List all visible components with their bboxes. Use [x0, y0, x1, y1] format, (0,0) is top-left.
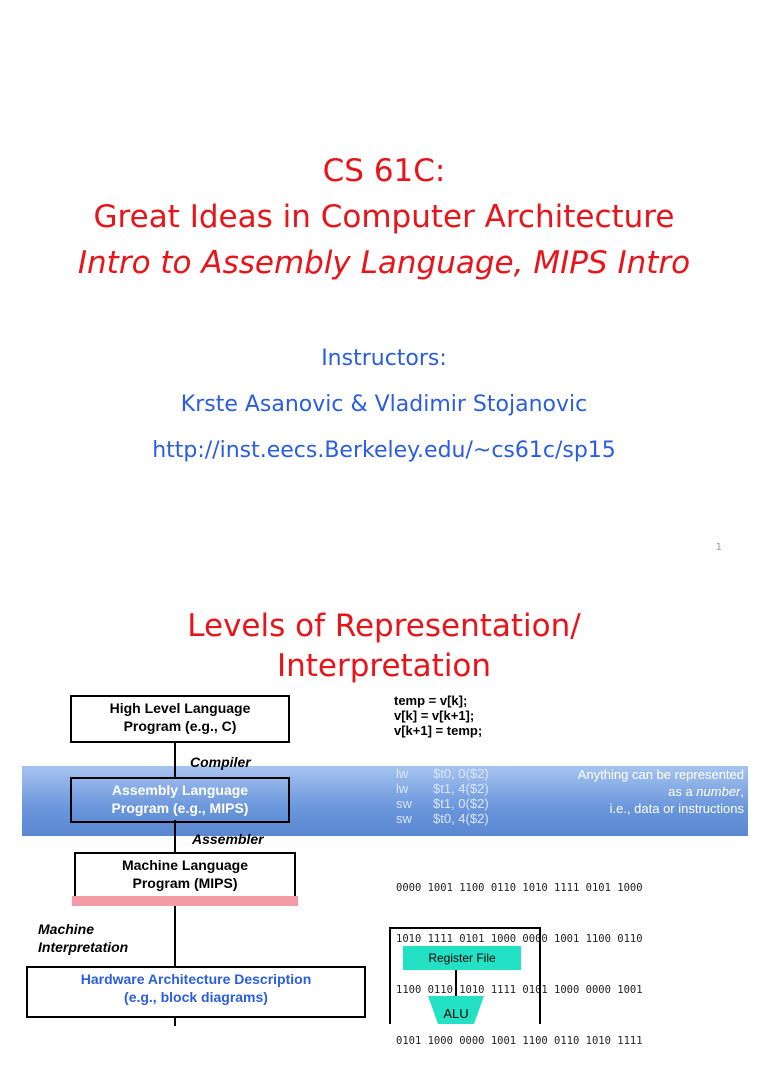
representation-note [578, 766, 744, 817]
course-url[interactable]: http://inst.eecs.Berkeley.edu/~cs61c/sp15 [152, 438, 616, 463]
mips-assembly-snippet [396, 766, 489, 826]
box-line: Program (e.g., C) [123, 718, 237, 734]
assembly-language-box [70, 777, 290, 823]
slide2-title-line2: Interpretation [276, 648, 492, 684]
machine-interpretation-label [38, 920, 128, 956]
asm-line [396, 781, 489, 796]
compiler-label: Compiler [190, 754, 251, 770]
c-code-snippet [394, 693, 482, 738]
code-line: temp = v[k]; [394, 693, 468, 708]
asm-args: $t0, 4($2) [433, 811, 489, 826]
slide1-title-block [0, 148, 768, 286]
asm-op: lw [396, 766, 409, 781]
asm-op: sw [396, 796, 412, 811]
box-line: (e.g., block diagrams) [124, 989, 268, 1005]
instructors-label: Instructors: [321, 346, 447, 371]
asm-op: sw [396, 811, 412, 826]
register-file-block: Register File [403, 946, 521, 970]
asm-args: $t1, 0($2) [433, 796, 489, 811]
label-line: Interpretation [38, 939, 129, 955]
course-code: CS 61C: [322, 153, 446, 189]
binary-line: 1100 0110 1010 1111 0101 1000 0000 1001 [396, 984, 643, 996]
binary-line: 0101 1000 0000 1001 1100 0110 1010 1111 [396, 1035, 643, 1047]
hardware-architecture-box [26, 966, 366, 1018]
asm-args: $t1, 4($2) [433, 781, 489, 796]
machine-language-box [74, 852, 296, 900]
note-line: Anything can be represented [577, 767, 744, 782]
binary-line: 0000 1001 1100 0110 1010 1111 0101 1000 [396, 882, 643, 894]
asm-line [396, 766, 489, 781]
alu-label: ALU [443, 1006, 469, 1021]
box-line: Program (MIPS) [132, 875, 238, 891]
page-number: 1 [715, 542, 722, 553]
high-level-language-box [70, 695, 290, 743]
box-line: High Level Language [109, 700, 251, 716]
code-line: v[k] = v[k+1]; [394, 708, 475, 723]
course-title: Great Ideas in Computer Architecture [93, 199, 675, 235]
assembler-label: Assembler [192, 831, 264, 847]
box-line: Program (e.g., MIPS) [111, 800, 249, 816]
asm-line [396, 796, 489, 811]
instructor-names: Krste Asanovic & Vladimir Stojanovic [180, 392, 588, 417]
label-line: Machine [38, 921, 95, 937]
connector-assembler [174, 820, 176, 852]
lecture-subtitle: Intro to Assembly Language, MIPS Intro [77, 245, 691, 281]
code-line: v[k+1] = temp; [394, 723, 483, 738]
note-emphasis: number [696, 784, 741, 799]
box-line: Assembly Language [111, 782, 249, 798]
box-line: Hardware Architecture Description [80, 971, 312, 987]
slide2-title [0, 606, 768, 686]
instructor-block [0, 336, 768, 474]
box-line: Machine Language [121, 857, 249, 873]
note-text: as a [668, 784, 697, 799]
block-diagram [388, 924, 548, 1024]
connector-compiler [174, 740, 176, 778]
machine-language-shadow-bar [72, 896, 298, 906]
asm-op: lw [396, 781, 409, 796]
note-line: i.e., data or instructions [609, 801, 744, 816]
binary-line: 1010 1111 0101 1000 0000 1001 1100 0110 [396, 933, 643, 945]
connector-interpretation [174, 906, 176, 968]
slide2-title-line1: Levels of Representation/ [187, 608, 581, 644]
note-line [578, 783, 744, 800]
note-text: , [740, 784, 744, 799]
asm-line [396, 811, 489, 826]
asm-args: $t0, 0($2) [433, 766, 489, 781]
